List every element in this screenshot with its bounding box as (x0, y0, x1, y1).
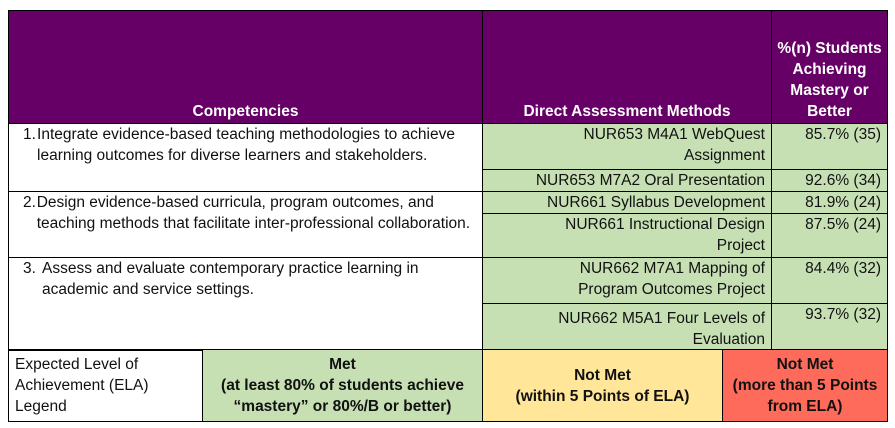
competency-text: Assess and evaluate contemporary practice learning in academic and service settings. (42, 260, 419, 298)
competency-number: 2. (23, 194, 36, 211)
method-cell: NUR653 M4A1 WebQuest Assignment (483, 124, 772, 170)
legend-met-desc: (at least 80% of students achieve “mastery” or 80%/B or better) (221, 377, 464, 415)
method-cell: NUR662 M7A1 Mapping of Program Outcomes Project (483, 258, 772, 304)
legend-label: Expected Level of Achievement (ELA) Legend (9, 350, 203, 422)
competency-1 (9, 124, 483, 192)
result-cell: 84.4% (32) (772, 258, 888, 304)
result-cell: 92.6% (34) (772, 170, 888, 192)
legend-near-title: Not Met (574, 366, 631, 384)
header-percent: %(n) Students Achieving Mastery or Better (772, 11, 888, 124)
competency-number: 3. (23, 260, 36, 277)
result-cell: 93.7% (32) (772, 304, 888, 351)
table-row (9, 192, 888, 214)
legend-near-desc: (within 5 Points of ELA) (515, 387, 690, 405)
result-cell: 85.7% (35) (772, 124, 888, 170)
method-cell: NUR662 M5A1 Four Levels of Evaluation (483, 304, 772, 351)
header-competencies: Competencies (9, 11, 483, 124)
legend-not-met-near (483, 350, 723, 422)
legend-met (203, 350, 483, 422)
competency-assessment-table (8, 10, 888, 351)
method-cell: NUR661 Instructional Design Project (483, 214, 772, 258)
legend-far-desc: (more than 5 Points from ELA) (732, 377, 878, 415)
legend-far-title: Not Met (776, 356, 834, 373)
header-methods: Direct Assessment Methods (483, 11, 772, 124)
table-row (9, 124, 888, 170)
method-cell: NUR653 M7A2 Oral Presentation (483, 170, 772, 192)
result-cell: 87.5% (24) (772, 214, 888, 258)
competency-number: 1. (23, 126, 36, 143)
competency-text: Design evidence-based curricula, program outcomes, and teaching methods that facilitate inter-professional collaboration. (36, 194, 471, 232)
method-cell: NUR661 Syllabus Development (483, 192, 772, 214)
competency-text: Integrate evidence-based teaching methodologies to achieve learning outcomes for diverse learners and stakeholders. (37, 126, 455, 164)
competency-3 (9, 258, 483, 351)
competency-2 (9, 192, 483, 258)
table-row (9, 258, 888, 304)
legend-not-met-far (723, 350, 888, 422)
result-cell: 81.9% (24) (772, 192, 888, 214)
legend-met-title: Met (329, 356, 356, 373)
ela-legend (8, 349, 888, 422)
header-row (9, 11, 888, 124)
